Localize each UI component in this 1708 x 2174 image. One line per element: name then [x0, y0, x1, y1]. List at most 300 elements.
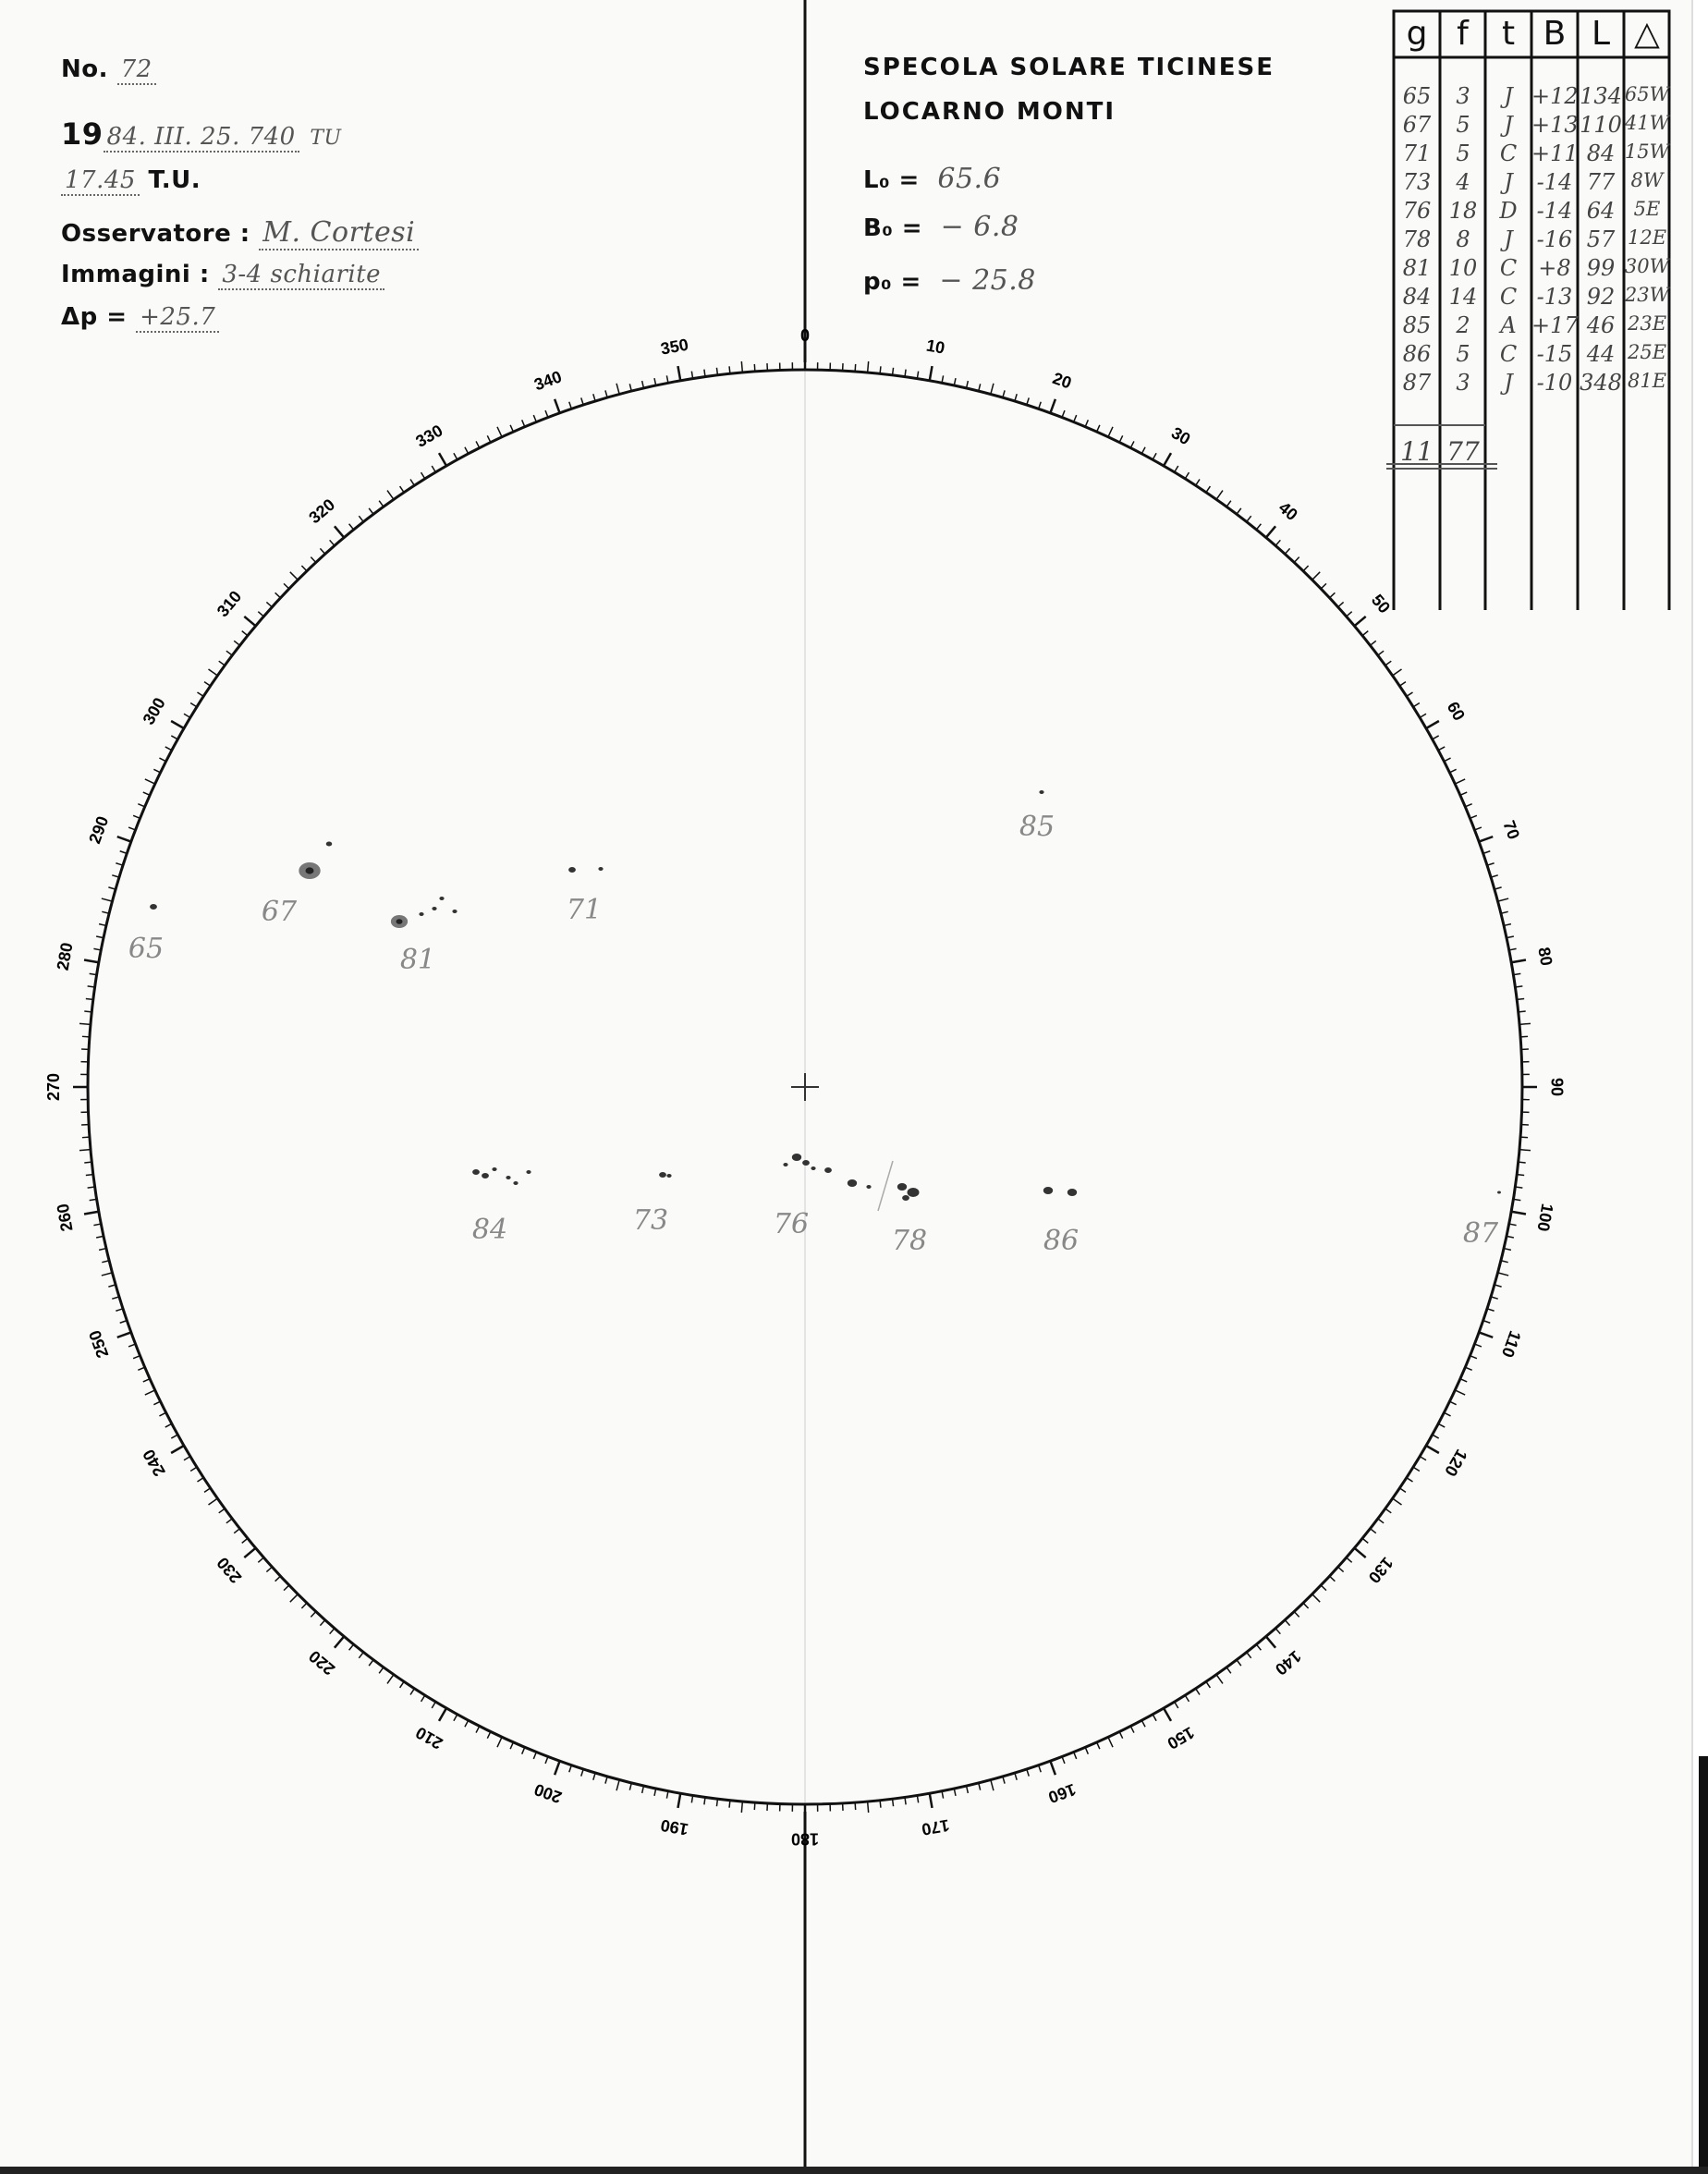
degree-tick — [1474, 827, 1481, 830]
degree-tick — [1449, 1401, 1456, 1405]
degree-tick — [1085, 1747, 1088, 1753]
table-cell: 92 — [1586, 284, 1616, 310]
degree-tick — [102, 898, 113, 901]
table-cell: 12E — [1627, 226, 1667, 249]
degree-tick — [244, 1548, 255, 1557]
degree-tick — [545, 410, 548, 417]
delta-p-label: Δp = — [61, 303, 128, 331]
degree-tick — [1444, 758, 1450, 762]
degree-tick — [629, 1783, 631, 1790]
degree-tick — [108, 887, 116, 889]
group-labels — [128, 811, 1499, 1257]
sunspot — [482, 1173, 489, 1179]
degree-tick — [301, 566, 307, 571]
degree-tick — [1413, 703, 1420, 707]
table-cell: 41W — [1624, 112, 1670, 134]
degree-tick — [522, 1747, 525, 1753]
degree-tick — [432, 1702, 435, 1708]
sheet-number-value: 72 — [117, 55, 156, 85]
degree-tick — [510, 1742, 513, 1749]
table-cell: 30W — [1624, 255, 1670, 277]
group-label: 71 — [566, 894, 603, 926]
degree-tick — [1003, 1777, 1005, 1784]
degree-tick — [1266, 1636, 1275, 1647]
degree-tick — [1519, 1011, 1526, 1012]
table-cell: C — [1499, 341, 1518, 367]
degree-tick — [1164, 1708, 1171, 1721]
degree-tick — [84, 1011, 92, 1012]
table-cell: 77 — [1586, 169, 1616, 195]
degree-tick — [1074, 1752, 1077, 1758]
degree-tick — [284, 1585, 289, 1591]
degree-tick — [275, 592, 281, 597]
degree-label: 310 — [213, 587, 246, 621]
degree-tick — [1108, 1737, 1113, 1747]
degree-tick — [1164, 453, 1171, 466]
degree-tick — [880, 366, 881, 373]
time-unit: T.U. — [148, 166, 201, 194]
degree-tick — [1141, 447, 1145, 454]
table-cell: +11 — [1531, 140, 1579, 166]
observer-label: Osservatore : — [61, 220, 250, 248]
degree-tick — [1247, 1652, 1251, 1657]
L0-value: 65.6 — [937, 163, 1002, 195]
degree-tick — [616, 384, 619, 395]
delta-p-value: +25.7 — [136, 303, 219, 333]
degree-tick — [1433, 736, 1439, 739]
degree-tick — [1206, 486, 1210, 493]
degree-tick — [1237, 1660, 1241, 1666]
sunspot — [783, 1163, 787, 1166]
degree-tick — [400, 1681, 404, 1688]
degree-tick — [320, 548, 324, 554]
degree-tick — [133, 815, 140, 818]
degree-tick — [1474, 1344, 1481, 1347]
degree-tick — [79, 1023, 91, 1024]
degree-tick — [439, 1708, 446, 1721]
sunspot — [432, 907, 436, 910]
degree-tick — [1426, 721, 1439, 728]
table-cell: 84 — [1586, 140, 1616, 166]
degree-tick — [1275, 1629, 1280, 1634]
column-header-1: f — [1457, 15, 1469, 53]
degree-tick — [1460, 1379, 1467, 1382]
degree-label: 200 — [531, 1779, 565, 1807]
degree-tick — [1455, 1390, 1465, 1395]
degree-label: 0 — [799, 325, 811, 345]
B0-value: − 6.8 — [940, 211, 1019, 243]
L0-label: L₀ = — [863, 166, 920, 194]
sheet-number-label: No. — [61, 55, 108, 83]
degree-tick — [1501, 1261, 1508, 1263]
degree-tick — [184, 714, 190, 717]
degree-tick — [145, 1390, 155, 1395]
sunspot — [666, 1174, 671, 1178]
degree-tick — [868, 361, 869, 373]
table-cell: 8 — [1456, 226, 1470, 252]
degree-label: 70 — [1499, 818, 1524, 842]
degree-tick — [555, 1761, 559, 1775]
table-cell: +17 — [1531, 312, 1579, 338]
degree-tick — [1330, 592, 1336, 597]
table-cell: 87 — [1402, 370, 1432, 396]
sunspot — [1497, 1191, 1501, 1194]
degree-tick — [242, 631, 248, 636]
table-cell: J — [1504, 112, 1513, 138]
p0-label: p₀ = — [863, 268, 921, 296]
degree-tick — [165, 747, 172, 751]
degree-tick — [1455, 779, 1465, 784]
table-cell: 8W — [1630, 169, 1664, 191]
table-cell: 46 — [1586, 312, 1616, 338]
images-label: Immagini : — [61, 261, 210, 288]
degree-tick — [555, 399, 559, 413]
degree-tick — [1226, 501, 1231, 507]
degree-label: 250 — [85, 1327, 113, 1361]
degree-tick — [880, 1801, 881, 1808]
degree-tick — [1370, 1529, 1375, 1533]
degree-tick — [1393, 1498, 1402, 1505]
group-label: 81 — [399, 944, 436, 976]
degree-tick — [84, 959, 99, 962]
sunspot — [506, 1176, 510, 1179]
degree-tick — [533, 1752, 536, 1758]
degree-tick — [979, 384, 981, 391]
table-cell: 78 — [1402, 226, 1432, 252]
degree-tick — [487, 1731, 491, 1738]
degree-tick — [1362, 631, 1368, 636]
degree-tick — [545, 1756, 548, 1763]
degree-tick — [677, 1793, 680, 1808]
table-cell: 3 — [1456, 83, 1470, 109]
degree-tick — [1141, 1720, 1145, 1727]
degree-tick — [729, 1801, 730, 1808]
degree-tick — [1407, 1478, 1413, 1482]
degree-tick — [1444, 1412, 1450, 1416]
sunspot — [472, 1169, 480, 1175]
table-cell: 25E — [1627, 341, 1667, 363]
degree-tick — [1420, 714, 1426, 717]
degree-tick — [1420, 1457, 1426, 1460]
degree-tick — [1321, 1585, 1326, 1591]
degree-tick — [1216, 1675, 1223, 1684]
images-value: 3-4 schiarite — [218, 261, 384, 290]
degree-tick — [1465, 1367, 1471, 1370]
degree-label: 60 — [1443, 698, 1469, 725]
degree-tick — [86, 998, 93, 999]
degree-tick — [1498, 1273, 1509, 1276]
degree-label: 270 — [43, 1072, 63, 1102]
degree-label: 40 — [1275, 497, 1301, 525]
degree-label: 260 — [53, 1202, 77, 1233]
sunspot — [659, 1172, 666, 1178]
degree-tick — [209, 669, 218, 676]
table-cell: -13 — [1536, 284, 1573, 310]
sunspots — [150, 790, 1501, 1201]
degree-tick — [128, 827, 135, 830]
degree-tick — [605, 390, 607, 397]
degree-label: 230 — [213, 1553, 246, 1587]
degree-tick — [349, 524, 354, 530]
sunspot — [492, 1167, 496, 1171]
degree-tick — [930, 366, 933, 381]
date-suffix: TU — [310, 127, 342, 150]
degree-tick — [1185, 1695, 1189, 1702]
degree-tick — [335, 1636, 344, 1647]
degree-tick — [1393, 669, 1402, 676]
degree-tick — [1511, 1212, 1526, 1215]
degree-tick — [1399, 1488, 1406, 1492]
degree-tick — [234, 641, 239, 645]
table-cell: 76 — [1402, 198, 1432, 224]
degree-tick — [439, 453, 446, 466]
degree-label: 110 — [1497, 1328, 1525, 1361]
degree-tick — [1511, 959, 1526, 962]
degree-label: 50 — [1367, 591, 1395, 617]
table-cell: +13 — [1531, 112, 1579, 138]
degree-tick — [465, 1720, 469, 1727]
sunspot — [866, 1185, 871, 1189]
table-cell: 134 — [1580, 83, 1622, 109]
degree-tick — [1494, 1285, 1502, 1287]
degree-tick — [432, 466, 435, 472]
table-cell: -10 — [1536, 370, 1573, 396]
degree-tick — [242, 1538, 248, 1543]
degree-tick — [219, 1508, 225, 1513]
degree-tick — [387, 491, 394, 500]
degree-label: 300 — [139, 694, 169, 728]
year-prefix: 19 — [61, 116, 104, 152]
degree-label: 130 — [1364, 1553, 1397, 1587]
p0-value: − 25.8 — [939, 264, 1036, 297]
group-label: 73 — [632, 1204, 669, 1237]
degree-label: 80 — [1534, 946, 1556, 968]
degree-tick — [234, 1529, 239, 1533]
degree-tick — [1153, 453, 1156, 459]
degree-tick — [1185, 472, 1189, 479]
group-label: 86 — [1043, 1225, 1080, 1257]
degree-tick — [1519, 1023, 1531, 1024]
table-cell: +12 — [1531, 83, 1579, 109]
degree-tick — [266, 602, 272, 606]
degree-label: 140 — [1271, 1646, 1305, 1679]
degree-tick — [1519, 1162, 1526, 1163]
degree-tick — [171, 1446, 184, 1453]
degree-tick — [1050, 1761, 1055, 1775]
degree-tick — [1050, 399, 1055, 413]
degree-tick — [387, 1675, 394, 1684]
degree-tick — [1108, 427, 1113, 437]
degree-tick — [1062, 1756, 1065, 1763]
degree-tick — [359, 516, 363, 521]
degree-tick — [1130, 441, 1134, 447]
degree-tick — [1206, 1681, 1210, 1688]
degree-tick — [1266, 526, 1275, 537]
sunspot — [908, 1188, 920, 1197]
table-cell: -15 — [1536, 341, 1573, 367]
degree-tick — [410, 1689, 414, 1695]
degree-tick — [1196, 479, 1200, 485]
degree-tick — [1438, 1423, 1445, 1427]
center-cross — [791, 1073, 819, 1101]
table-cell: 14 — [1448, 284, 1478, 310]
degree-tick — [421, 472, 425, 479]
table-cell: +8 — [1538, 255, 1571, 281]
degree-tick — [1354, 1548, 1365, 1557]
degree-tick — [102, 911, 109, 913]
degree-tick — [1074, 415, 1077, 421]
degree-tick — [868, 1801, 869, 1813]
degree-tick — [204, 1488, 211, 1492]
degree-tick — [79, 1150, 91, 1151]
degree-tick — [1385, 1508, 1391, 1513]
degree-tick — [171, 1435, 177, 1438]
degree-tick — [82, 1137, 90, 1138]
sunspot — [792, 1154, 801, 1161]
table-cell: 15W — [1624, 140, 1670, 163]
degree-tick — [84, 1212, 99, 1215]
degree-tick — [616, 1780, 619, 1791]
degree-tick — [1378, 1519, 1384, 1523]
group-label: 65 — [128, 933, 165, 965]
sunspot-umbra — [306, 867, 314, 873]
degree-tick — [1385, 661, 1391, 666]
degree-tick — [1196, 1689, 1200, 1695]
degree-label: 30 — [1167, 423, 1194, 449]
degree-tick — [454, 453, 458, 459]
degree-tick — [893, 1799, 894, 1806]
degree-tick — [1338, 1567, 1344, 1571]
degree-tick — [716, 368, 717, 375]
sunspot — [419, 912, 423, 916]
degree-tick — [1338, 602, 1344, 606]
degree-tick — [716, 1799, 717, 1806]
degree-tick — [421, 1695, 425, 1702]
degree-tick — [128, 1344, 135, 1347]
time-value: 17.45 — [61, 166, 140, 196]
table-cell: -14 — [1536, 198, 1573, 224]
degree-label: 280 — [53, 941, 77, 972]
degree-tick — [1097, 1742, 1100, 1749]
table-cell: J — [1504, 169, 1513, 195]
observer-value: M. Cortesi — [259, 216, 419, 250]
degree-tick — [145, 779, 155, 784]
table-total: 77 — [1446, 436, 1480, 467]
table-cell: 85 — [1402, 312, 1432, 338]
sunspot — [824, 1167, 832, 1173]
date-value: 84. III. 25. 740 — [104, 123, 299, 153]
table-cell: 23W — [1624, 284, 1670, 306]
degree-tick — [1312, 1594, 1320, 1602]
table-cell: -16 — [1536, 226, 1573, 252]
table-cell: 86 — [1402, 341, 1432, 367]
table-cell: C — [1499, 140, 1518, 166]
degree-tick — [400, 486, 404, 493]
degree-tick — [190, 703, 197, 707]
degree-tick — [465, 447, 469, 454]
degree-tick — [893, 368, 894, 375]
degree-tick — [1520, 1137, 1528, 1138]
degree-tick — [330, 1629, 335, 1634]
table-cell: A — [1500, 312, 1517, 338]
column-header-5: △ — [1634, 15, 1660, 53]
degree-tick — [1175, 1702, 1178, 1708]
degree-label: 20 — [1050, 368, 1074, 393]
degree-label: 320 — [305, 495, 339, 528]
degree-tick — [1347, 612, 1352, 617]
table-cell: C — [1499, 284, 1518, 310]
sunspot — [1039, 790, 1043, 794]
group-label: 78 — [891, 1225, 928, 1257]
degree-tick — [275, 1576, 281, 1581]
degree-tick — [1119, 435, 1123, 442]
degree-tick — [301, 1603, 307, 1608]
degree-tick — [855, 364, 856, 372]
column-header-2: t — [1501, 15, 1516, 53]
degree-label: 120 — [1441, 1446, 1471, 1480]
degree-tick — [629, 384, 631, 391]
degree-tick — [153, 1401, 160, 1405]
degree-tick — [497, 1737, 502, 1747]
degree-tick — [510, 425, 513, 432]
degree-tick — [533, 415, 536, 421]
table-cell: 348 — [1580, 370, 1622, 396]
sunspot — [1043, 1187, 1053, 1194]
degree-tick — [754, 1802, 755, 1810]
degree-tick — [1517, 1175, 1524, 1176]
degree-tick — [1153, 1715, 1156, 1721]
degree-tick — [209, 1498, 218, 1505]
degree-tick — [741, 361, 742, 373]
degree-tick — [991, 1780, 994, 1791]
table-cell: 4 — [1456, 169, 1470, 195]
degree-tick — [349, 1644, 354, 1650]
degree-tick — [1303, 566, 1309, 571]
degree-tick — [108, 1285, 116, 1287]
degree-tick — [258, 612, 263, 617]
degree-tick — [1426, 1446, 1439, 1453]
observatory-location: LOCARNO MONTI — [863, 98, 1116, 126]
degree-tick — [1498, 898, 1509, 901]
degree-label: 100 — [1533, 1202, 1557, 1233]
degree-tick — [330, 540, 335, 545]
degree-tick — [1494, 887, 1502, 889]
table-cell: 65 — [1402, 83, 1432, 109]
degree-label: 330 — [412, 421, 446, 451]
degree-tick — [741, 1801, 742, 1813]
degree-tick — [359, 1652, 363, 1657]
degree-tick — [266, 1567, 272, 1571]
group-label: 76 — [773, 1208, 810, 1240]
sunspot — [150, 904, 157, 910]
degree-label: 160 — [1045, 1779, 1079, 1807]
degree-tick — [1438, 747, 1445, 751]
degree-tick — [284, 583, 289, 589]
degree-tick — [171, 721, 184, 728]
degree-tick — [476, 441, 480, 447]
degree-tick — [1285, 1620, 1289, 1626]
sunspot — [526, 1170, 531, 1174]
table-cell: 23E — [1627, 312, 1667, 335]
degree-tick — [86, 1175, 93, 1176]
table-cell: -14 — [1536, 169, 1573, 195]
degree-tick — [1294, 1612, 1299, 1618]
degree-label: 150 — [1164, 1723, 1198, 1753]
degree-tick — [497, 427, 502, 437]
degree-tick — [1465, 804, 1471, 807]
degree-tick — [290, 1594, 298, 1602]
table-cell: 81 — [1402, 255, 1432, 281]
